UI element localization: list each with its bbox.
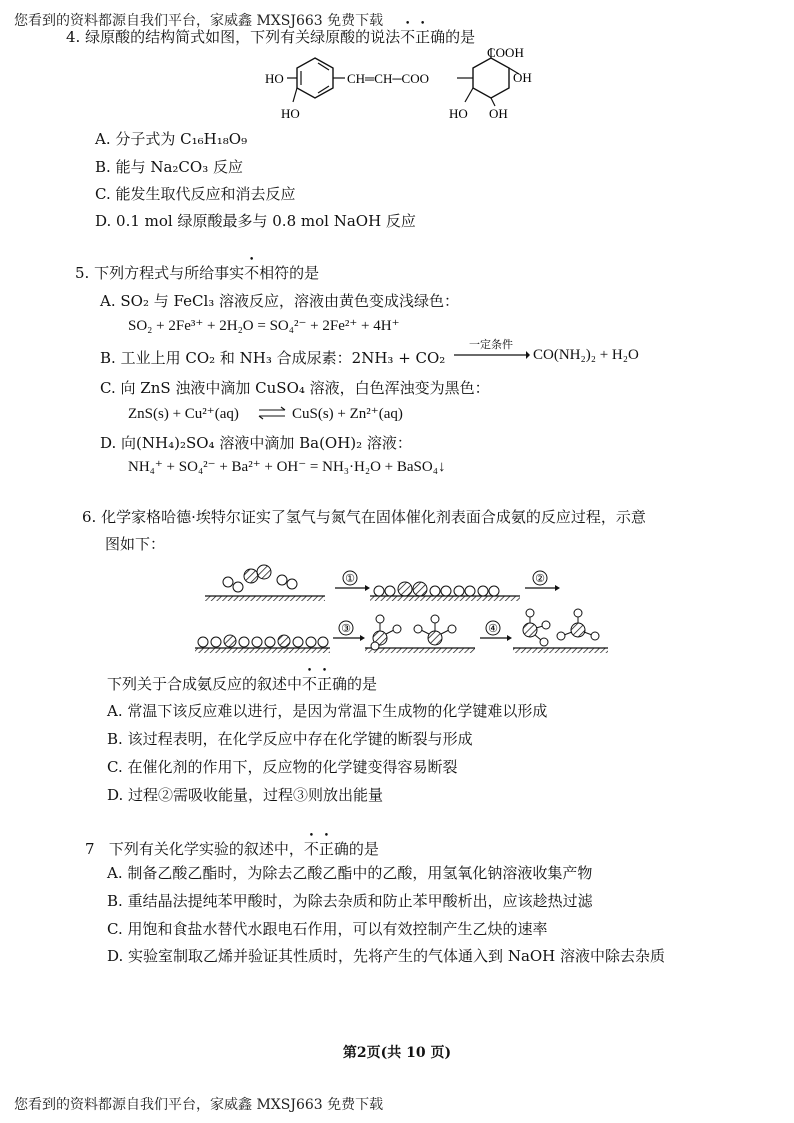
step-4-arrow [480, 621, 512, 641]
q5-option-d [100, 432, 412, 453]
option-label: B. [107, 892, 123, 910]
option-label: B. [107, 730, 123, 748]
option-text: 重结晶法提纯苯甲酸时，为除去杂质和防止苯甲酸析出，应该趁热过滤 [127, 892, 593, 910]
equilibrium-arrow [257, 406, 287, 420]
q6-option-a [107, 700, 547, 721]
q4-option-a [95, 128, 247, 149]
emphasis-char: 不 [244, 264, 260, 282]
q4-stem-end: 确的是 [430, 28, 476, 46]
condition-label: 一定条件 [469, 338, 513, 351]
q6-stem-line2: 图如下： [105, 535, 166, 553]
page-number: 第2页(共 10 页) [342, 1045, 452, 1061]
option-label: A. [107, 702, 123, 720]
q7-stem [85, 838, 379, 859]
q6-sub-stem-text: 下列关于合成氨反应的叙述中 [107, 675, 303, 693]
q5-option-b [100, 347, 445, 368]
q4-option-c [95, 183, 296, 204]
step-2-arrow [525, 571, 560, 591]
stage-adsorbed [370, 582, 520, 601]
q6-number: 6. [82, 508, 97, 526]
emphasis-char: 正 [318, 840, 334, 858]
q7-option-d [107, 945, 665, 966]
option-text: 工业上用 CO₂ 和 NH₃ 合成尿素：2NH₃ + CO₂ [120, 349, 446, 367]
stage-initial [205, 565, 325, 601]
oh-ring-label: OH [489, 106, 508, 121]
q7-option-c [107, 918, 548, 939]
q7-number: 7 [85, 840, 95, 858]
step-1-label: ① [345, 573, 355, 585]
q5-option-a [100, 290, 459, 311]
option-text: 实验室制取乙烯并验证其性质时，先将产生的气体通入到 NaOH 溶液中除去杂质 [128, 947, 666, 965]
option-label: A. [107, 864, 123, 882]
emphasis-char: 不 [303, 840, 319, 858]
option-text: 向 ZnS 浊液中滴加 CuSO₄ 溶液，白色浑浊变为黑色： [120, 379, 490, 397]
emphasis-char: 正 [317, 675, 333, 693]
step-2-label: ② [535, 573, 545, 585]
reaction-arrow [454, 350, 530, 360]
q5-stem [75, 262, 319, 283]
stage-desorbed [513, 609, 608, 653]
step-3-label: ③ [341, 623, 351, 635]
option-text: 分子式为 C₁₆H₁₈O₉ [115, 130, 248, 148]
q5-stem-text: 下列方程式与所给事实 [94, 264, 245, 282]
ho-top-label: HO [265, 71, 284, 86]
option-label: C. [95, 185, 111, 203]
q7-stem-end: 确的是 [333, 840, 379, 858]
ho-ring-label: HO [449, 106, 468, 121]
ammonia-synthesis-diagram [195, 560, 615, 660]
q7-option-a [107, 862, 592, 883]
option-label: B. [95, 158, 111, 176]
q7-option-b [107, 890, 593, 911]
option-label: D. [95, 212, 112, 230]
option-label: D. [107, 947, 124, 965]
option-text: 能与 Na₂CO₃ 反应 [115, 158, 243, 176]
q5-option-c [100, 377, 490, 398]
option-text: 制备乙酸乙酯时，为除去乙酸乙酯中的乙酸，用氢氧化钠溶液收集产物 [127, 864, 593, 882]
q4-option-b [95, 156, 243, 177]
step-1-arrow [335, 571, 370, 591]
option-label: B. [100, 349, 116, 367]
q5-c-eq-right: CuS(s) + Zn²⁺(aq) [292, 406, 403, 422]
option-text: 在催化剂的作用下，反应物的化学键变得容易断裂 [127, 758, 458, 776]
option-label: D. [100, 434, 117, 452]
q4-option-d [95, 210, 416, 231]
q5-stem-end: 相符的是 [259, 264, 320, 282]
option-text: SO₂ 与 FeCl₃ 溶液反应，溶液由黄色变成浅绿色： [120, 292, 460, 310]
q6-stem-line1 [82, 506, 646, 527]
q4-stem-text: 绿原酸的结构简式如图，下列有关绿原酸的说法 [85, 28, 401, 46]
q7-stem-text: 下列有关化学实验的叙述中， [108, 840, 304, 858]
emphasis-char: 正 [415, 28, 431, 46]
option-label: C. [100, 379, 116, 397]
chlorogenic-acid-structure [255, 44, 555, 126]
q4-number: 4. [66, 28, 81, 46]
cooh-label: COOH [487, 45, 524, 60]
option-text: 向(NH₄)₂SO₄ 溶液中滴加 Ba(OH)₂ 溶液： [121, 434, 412, 452]
ho-bottom-label: HO [281, 106, 300, 121]
q6-stem-text: 化学家格哈德·埃特尔证实了氢气与氮气在固体催化剂表面合成氨的反应过程，示意 [101, 508, 646, 526]
q5-d-equation: NH₄⁺ + SO₄²⁻ + Ba²⁺ + OH⁻ = NH₃·H₂O + BaSO₄↓ [128, 459, 446, 475]
option-text: 常温下该反应难以进行，是因为常温下生成物的化学键难以形成 [127, 702, 548, 720]
option-label: C. [107, 920, 123, 938]
option-text: 0.1 mol 绿原酸最多与 0.8 mol NaOH 反应 [116, 212, 416, 230]
option-text: 能发生取代反应和消去反应 [115, 185, 296, 203]
option-label: A. [100, 292, 116, 310]
q6-option-b [107, 728, 473, 749]
linker-label: CH═CH─COO [347, 71, 429, 86]
emphasis-char: 不 [302, 675, 318, 693]
q5-c-eq-left: ZnS(s) + Cu²⁺(aq) [128, 406, 239, 422]
option-text: 用饱和食盐水替代水跟电石作用，可以有效控制产生乙炔的速率 [127, 920, 548, 938]
oh-right-label: OH [513, 70, 532, 85]
watermark-top: 您看到的资料都源自我们平台，家威鑫 MXSJ663 免费下载 [14, 13, 384, 29]
step-3-arrow [333, 621, 365, 641]
stage-nh3-adsorbed [365, 615, 475, 653]
watermark-bottom: 您看到的资料都源自我们平台，家威鑫 MXSJ663 免费下载 [14, 1097, 384, 1113]
option-label: A. [95, 130, 111, 148]
option-label: C. [107, 758, 123, 776]
q6-option-d [107, 784, 383, 805]
q5-a-equation: SO₂ + 2Fe³⁺ + 2H₂O = SO₄²⁻ + 2Fe²⁺ + 4H⁺ [128, 318, 400, 334]
q6-option-c [107, 756, 458, 777]
option-text: 过程②需吸收能量，过程③则放出能量 [128, 786, 384, 804]
step-4-label: ④ [488, 623, 498, 635]
option-label: D. [107, 786, 124, 804]
q6-sub-stem-end: 确的是 [332, 675, 378, 693]
q5-b-product: CO(NH₂)₂ + H₂O [533, 347, 639, 363]
option-text: 该过程表明，在化学反应中存在化学键的断裂与形成 [127, 730, 473, 748]
emphasis-char: 不 [400, 28, 416, 46]
stage-dissociated [195, 635, 330, 653]
q6-sub-stem [107, 673, 377, 694]
q5-number: 5. [75, 264, 90, 282]
